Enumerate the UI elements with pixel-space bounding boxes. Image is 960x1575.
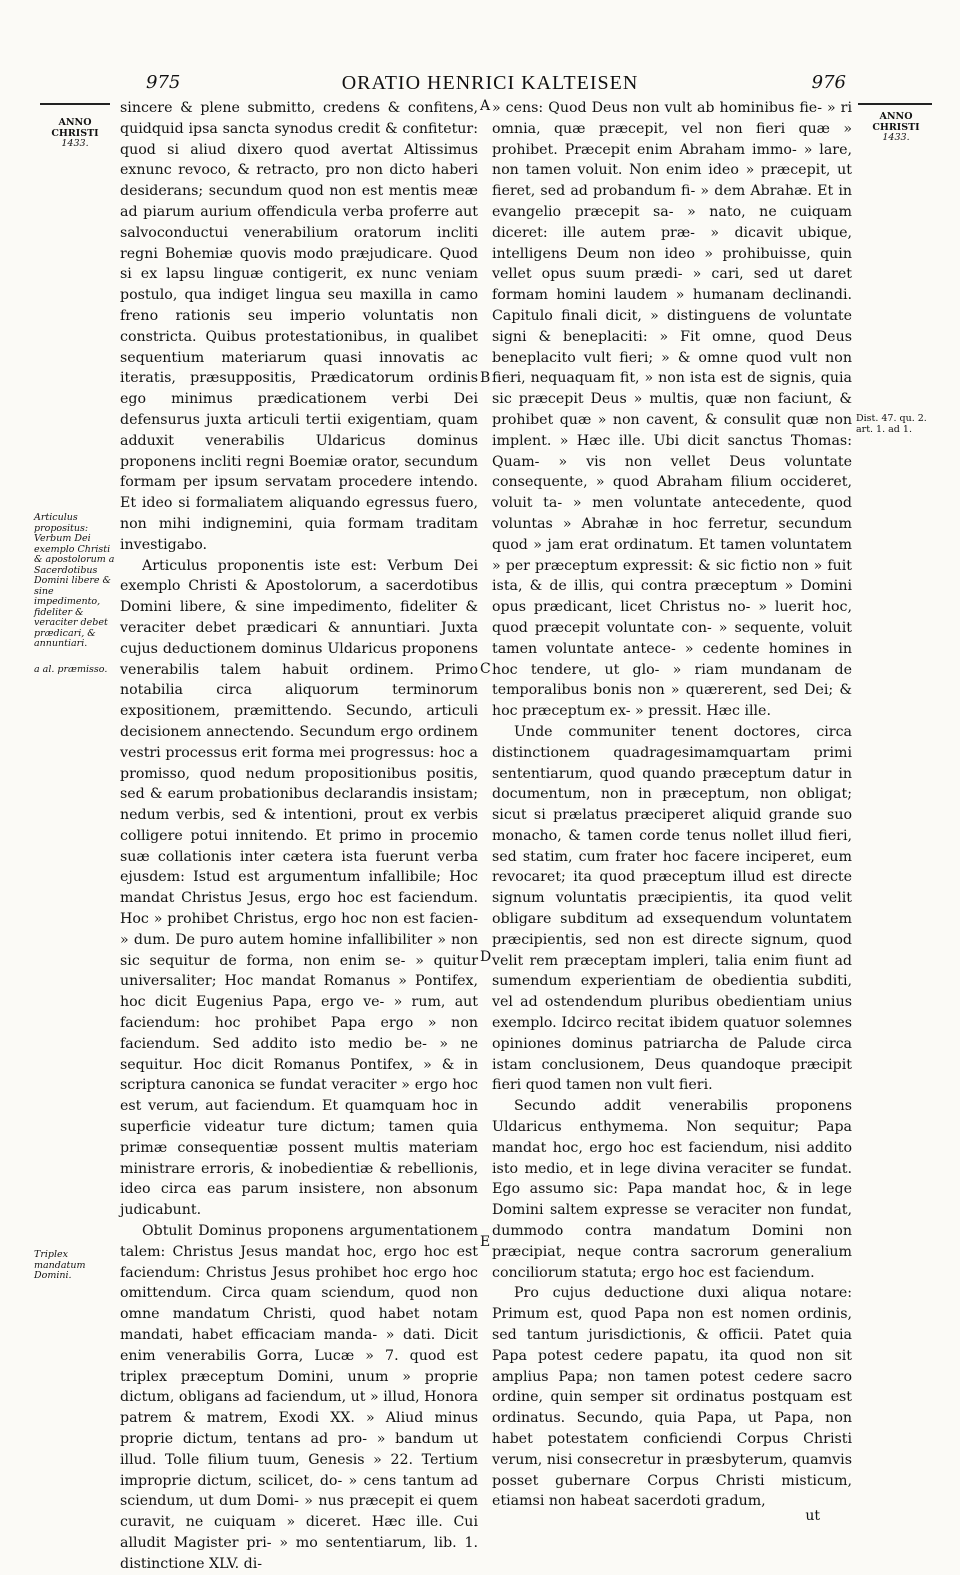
left-column [120, 98, 478, 1575]
margin-note-dist: Dist. 47. qu. 2. art. 1. ad 1. [856, 413, 927, 435]
margin-note-triplex: Triplex mandatum Domini. [34, 1249, 86, 1281]
margin-anno-left [34, 118, 116, 150]
anno-year: 1433. [882, 132, 910, 143]
header-rule-right [858, 103, 932, 105]
paragraph: sincere & plene submitto, credens & confitens, quidquid ipsa sancta synodus credit & confitetur: quod si aliud dixero quod avertat Altissimus exnunc revoco, & retracto, pro non dicto haberi desiderans; secundum quod non est mentis meæ ad piarum aurium offendicula verba proferre aut salvoconductui venerabilium oratorum incliti regni Bohemiæ quovis modo præjudicare. Quod si ex lapsu linguæ contigerit, ex nunc veniam postulo, qua indiget lingua seu maxilla in camo freno rationis seu imperio voluntatis non constricta. Quibus protestationibus, in qualibet sequentium materiarum quasi innovatis ac iteratis, præsuppositis, Prædicatorum ordinis ego minimus prædicationem verbi Dei defensurus juxta articuli tertii exigentiam, quam adduxit venerabilis Uldaricus dominus proponens incliti regni Boemiæ orator, secundum formam per ipsum servatam procedere intendo. Et ideo si formaliatem aliquando egressus fuero, non mihi indignemini, quia formam traditam investigabo. [120, 100, 478, 553]
running-header [120, 72, 860, 98]
catchword: ut [805, 1508, 820, 1524]
anno-label: ANNO CHRISTI [51, 117, 99, 139]
paragraph: Unde communiter tenent doctores, circa distinctionem quadragesimamquartam primi sententiarum, quod quando præceptum datur in documentum, non in præceptum, non obligat; sicut si prælatus præciperet aliquid grande suo monacho, & tamen corde tenus nollet illud fieri, sed statim, cum frater hoc facere inciperet, eum revocaret; ita quod præceptum illud est directe signum voluntatis præcipientis, ita quod velit obligare subditum ad exsequendum voluntatem præcipientis, sed non est directe signum, quod velit rem præceptam impleri, talia enim fiunt ad sumendum experientiam de obedientia subditi, vel ad ostendendum pluribus obedientiam unius exemplo. Idcirco recitat ibidem quatuor solemnes opiniones dominus patriarcha de Palude circa istam conclusionem, Deus quandoque præcipit fieri quod tamen non vult fieri. [492, 723, 852, 1094]
margin-note-articulus: Articulus propositus: Verbum Dei exemplo Christi & apostolorum a Sacerdotibus Domini libere & sine impedimento, fideliter & veraciter debet prædicari, & annuntiari. [34, 512, 115, 649]
paragraph: Pro cujus deductione duxi aliqua notare: Primum est, quod Papa non est nomen ordinis, sed tantum jurisdictionis, & officii. Patet quia Papa potest cedere papatu, ita quod non sit amplius Papa; non tamen potest cedere sacro ordine, quin semper sit ordinatus postquam est ordinatus. Secundo, quia Papa, ut Papa, non habet potestatem conficiendi Corpus Christi verum, nisi consecretur in præsbyterum, quamvis posset gubernare Corpus Christi misticum, etiamsi non habeat sacerdoti gradum, [492, 1285, 852, 1510]
header-rule-left [40, 103, 110, 105]
margin-note-promisso: a al. præmisso. [34, 664, 108, 675]
anno-year: 1433. [61, 138, 89, 149]
paragraph: Articulus proponentis iste est: Verbum Dei exemplo Christi & Apostolorum, a sacerdotibus Domini libere, & sine impedimento, fideliter & veraciter debet prædicari & annuntiari. Juxta cujus deductionem dominus Uldaricus proponens venerabilis talem habuit ordinem. Primo notabilia circa aliquorum terminorum expositionem, præmittendo. Secundo, articuli decisionem annectendo. Secundum ergo ordinem vestri processus erit forma mei progressus: hoc a promisso, quod nedum propositionibus positis, sed & earum probationibus declarandis insistam; nedum verbis, sed & intentioni, prout ex verbis colligere potui innitendo. Et primo in procemio suæ collationis inter cætera ista fuerunt verba ejusdem: Istud est argumentum infallibile; Hoc mandat Christus Jesus, ergo hoc est faciendum. Hoc » prohibet Christus, ergo hoc non est facien- » dum. De puro autem homine infallibiliter » non sic sequitur de forma, non enim se- » quitur universaliter; Hoc mandat Romanus » Pontifex, hoc dicit Eugenius Papa, ergo ve- » rum, aut faciendum: hoc prohibet Papa ergo » non faciendum. Sed addito isto medio be- » ne sequitur. Hoc dicit Romanus Pontifex, » & in scriptura canonica se fundat veraciter » ergo hoc est verum, aut faciendum. Et quamquam hoc in superficie videatur ture dictum; tamen quia primæ consequentiæ possent multis materiam ministrare erroris, & inobedientiæ & rebellionis, ideo circa eas parum insistere, non absonum judicabunt. [120, 557, 478, 1219]
paragraph: » cens: Quod Deus non vult ab hominibus fie- » ri omnia, quæ præcepit, vel non fieri quæ » prohibet. Præcepit enim Abraham immo- » lare, non tamen voluit. Non enim ideo » præcepit, ut fieret, sed ad probandum fi- » dem Abrahæ. Et in evangelio præcepit sa- » nato, ne cuiquam diceret: ille autem præ- » dicavit ubique, intelligens Deum non ideo » prohibuisse, quin vellet opus suum prædi- » cari, sed ut daret formam homini laudem » humanam declinandi. Capitulo finali dicit, » distinguens de voluntate signi & beneplaciti: » Fit omne, quod Deus beneplacito vult fieri; » & omne quod vult non fieri, nequaquam fit, » non ista est de signis, quia sic præcepit Deus » multis, quæ non faciunt, & prohibet quæ » non cavent, & consulit quæ non implent. » Hæc ille. Ubi dicit sanctus Thomas: Quam- » vis non vellet Deus voluntate consequente, » quod Abraham filium occideret, voluit ta- » men voluntate antecedente, quod voluntas » Abrahæ in hoc ferretur, secundum quod » jam erat ordinatum. Et tamen voluntatem » per præceptum expressit: & sic fictio non » fuit ista, & de illis, qui contra præceptum » Domini opus prædicant, licet Christus no- » luerit hoc, quod præcepit voluntate con- » sequente, voluit tamen voluntate antece- » cedente homines in hoc tendere, ut glo- » riam mundanam de temporalibus bonis non » quærerent, sed Dei; & hoc præceptum ex- » pressit. Hæc ille. [492, 100, 852, 720]
running-title: ORATIO HENRICI KALTEISEN [341, 72, 639, 94]
right-column [492, 98, 852, 1512]
section-letter-c: C [480, 661, 491, 677]
page-number-left: 975 [146, 72, 181, 93]
anno-label: ANNO CHRISTI [872, 111, 920, 133]
section-letter-a: A [480, 98, 491, 114]
margin-anno-right [856, 112, 936, 144]
page-number-right: 976 [811, 72, 846, 93]
section-letter-b: B [480, 370, 491, 386]
paragraph: Obtulit Dominus proponens argumentationem talem: Christus Jesus mandat hoc, ergo hoc est faciendum: Christus Jesus prohibet hoc ergo hoc omittendum. Circa quam sciendum, quod non omne mandatum Christi, quod habet notam mandati, habet efficaciam manda- » dati. Dicit enim venerabilis Gorra, Lucæ » 7. quod est triplex præceptum Domini, unum » proprie dictum, obligans ad faciendum, ut » illud, Honora patrem & matrem, Exodi XX. » Aliud minus proprie dictum, tentans ad pro- » bandum ut illud. Tolle filium tuum, Genesis » 22. Tertium improprie dictum, scilicet, do- » cens tantum ad sciendum, ut dum Domi- » nus præcepit ei quem curavit, ne cuiquam » diceret. Hæc ille. Cui alludit Magister pri- » mo sententiarum, lib. 1. distinctione XLV. di- [120, 1223, 478, 1572]
section-letter-e: E [480, 1234, 491, 1250]
paragraph: Secundo addit venerabilis proponens Uldaricus enthymema. Non sequitur; Papa mandat hoc, ergo hoc est faciendum, nisi addito isto medio, et in lege divina veraciter se fundat. Ego assumo sic: Papa mandat hoc, & in lege Domini saltem expresse se veraciter non fundat, dummodo contra mandatum Domini non præcipiat, neque contra sacrorum generalium conciliorum statuta; ergo hoc est faciendum. [492, 1098, 852, 1281]
section-letter-d: D [480, 949, 492, 965]
